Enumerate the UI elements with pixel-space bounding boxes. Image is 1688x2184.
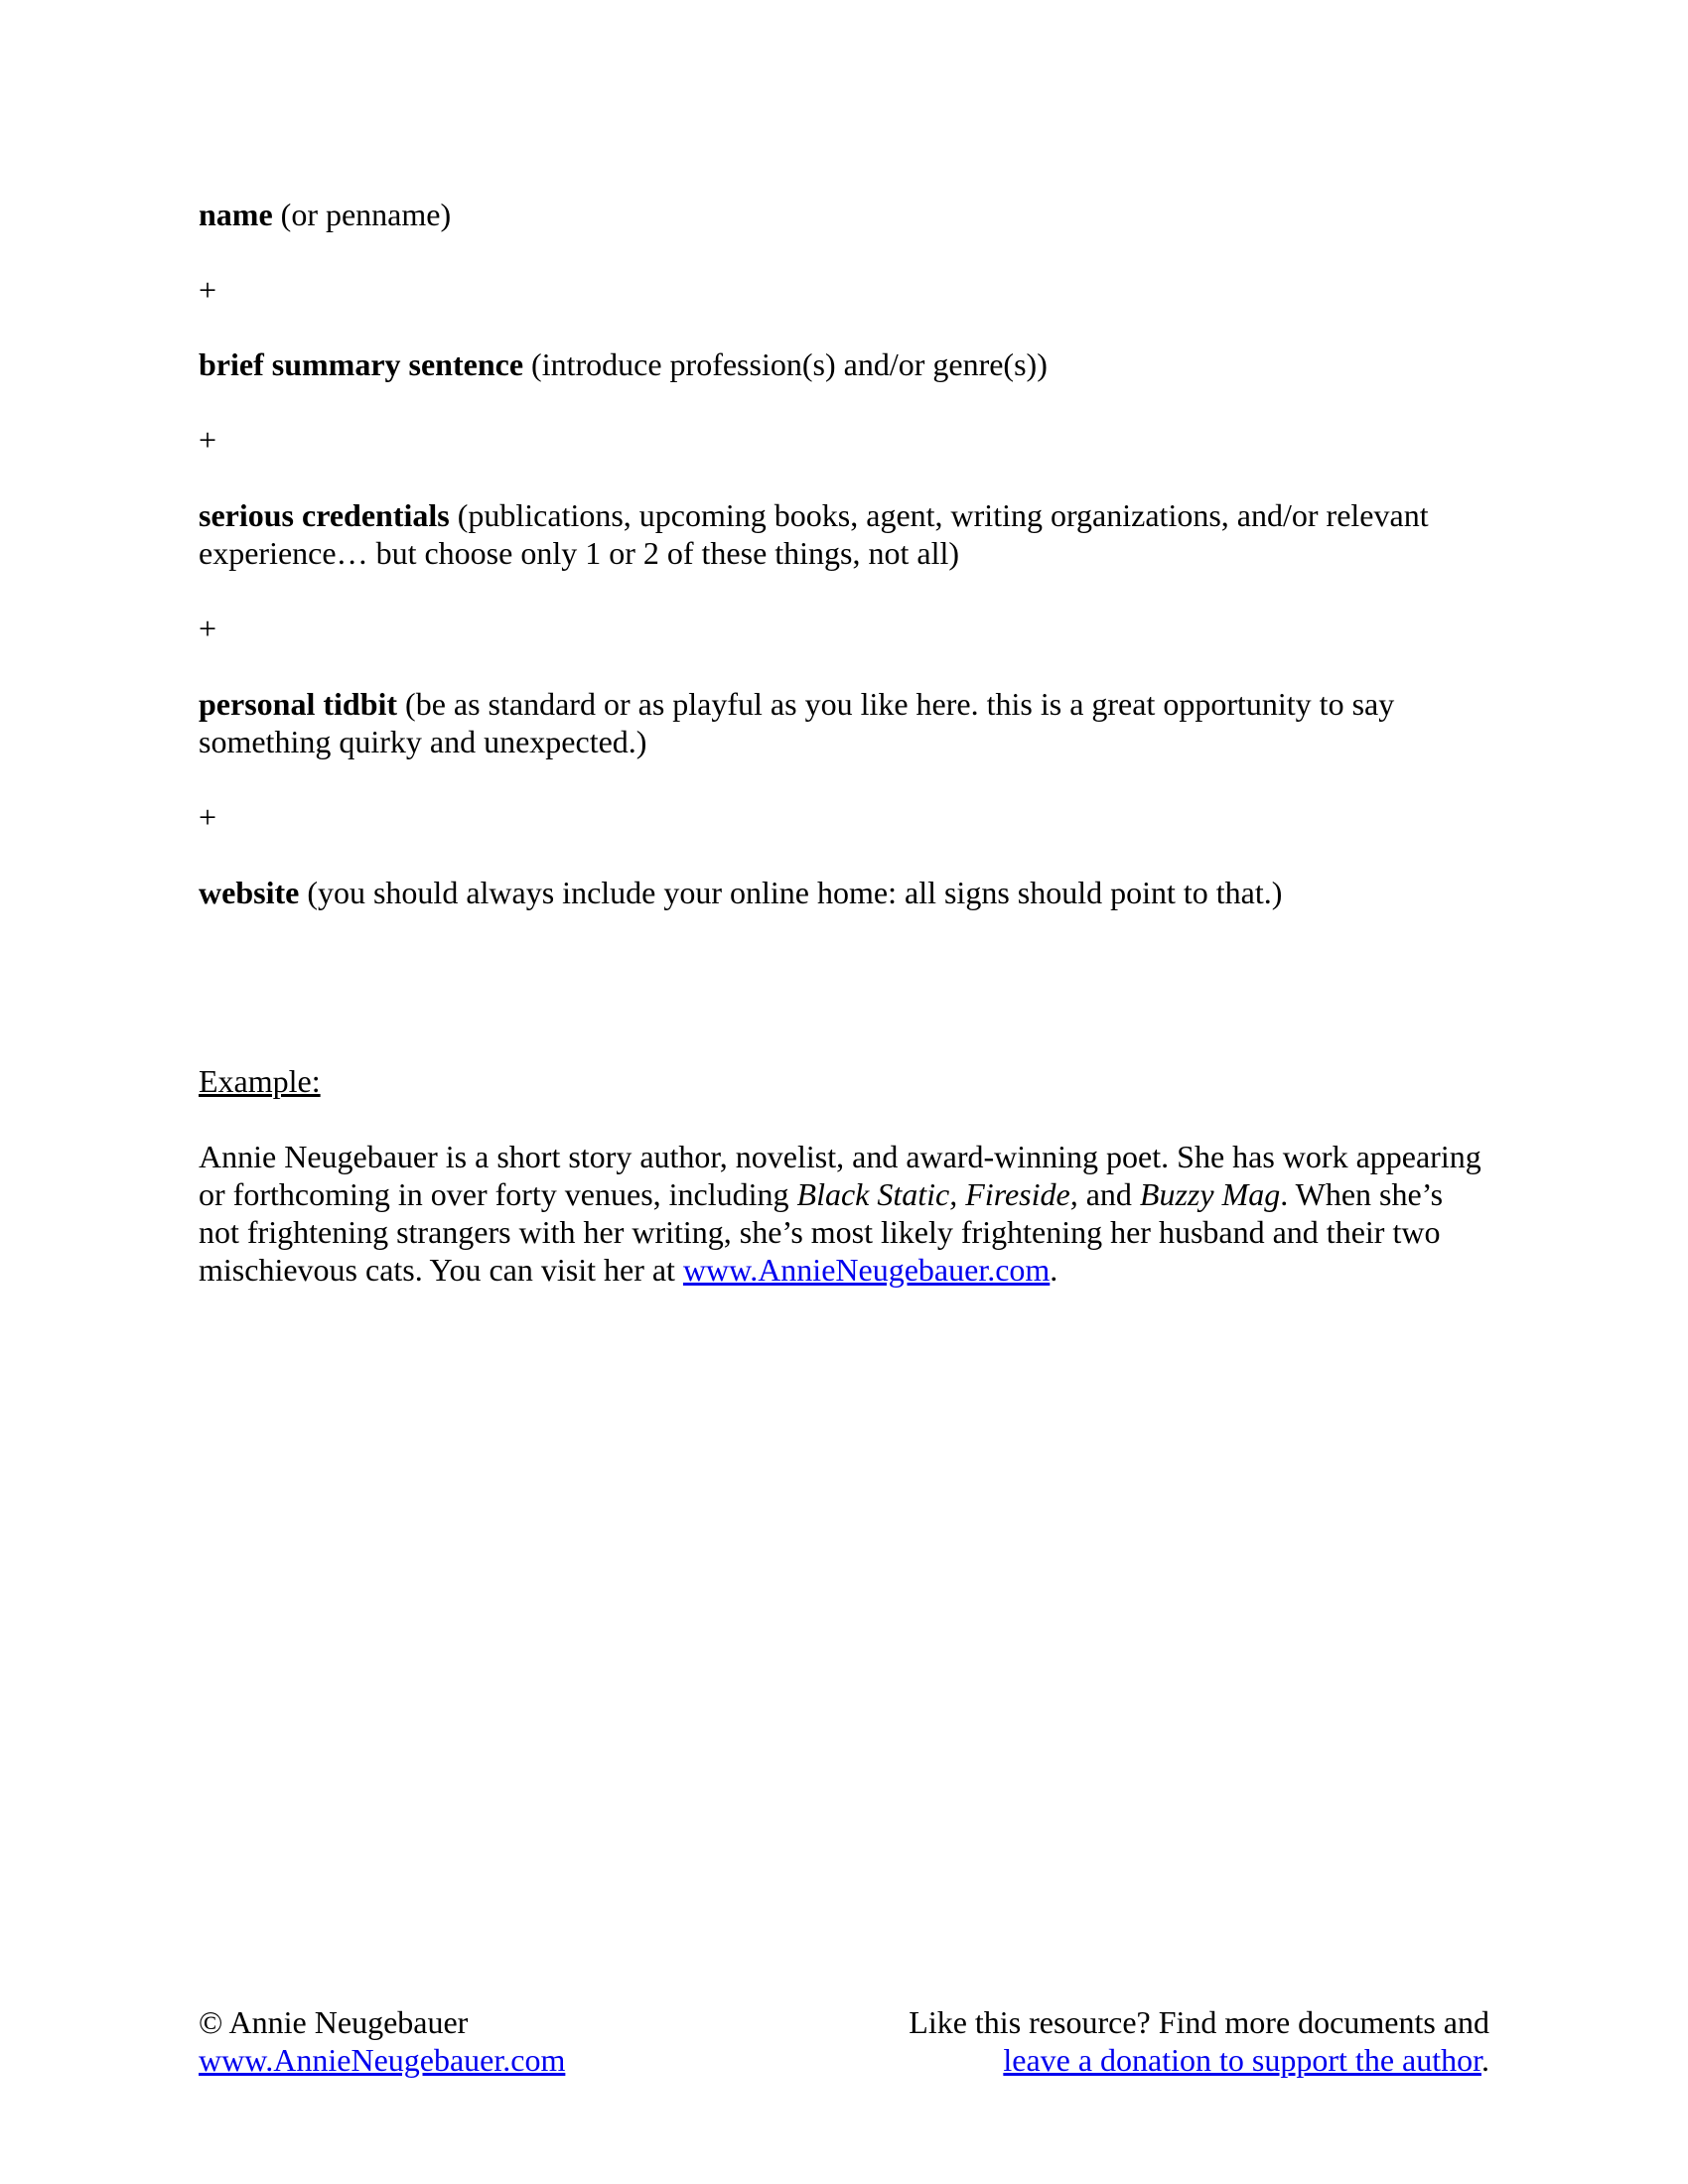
formula-name xyxy=(199,196,1489,233)
formula-note: (be as standard or as playful as you like here. this is a great opportunity to say something quirky and unexpected.) xyxy=(199,686,1395,759)
footer-site-link[interactable]: www.AnnieNeugebauer.com xyxy=(199,2042,566,2078)
formula-tidbit xyxy=(199,685,1489,760)
formula-note: (introduce profession(s) and/or genre(s)) xyxy=(531,346,1048,382)
formula-term: name xyxy=(199,197,273,232)
example-text: . When she’s not frightening strangers with her writing, she’s most likely frightening her husband and their two mischievous cats. You can visit her at xyxy=(199,1176,1444,1288)
formula-note: (publications, upcoming books, agent, writing organizations, and/or relevant experience… but choose only 1 or 2 of these things, not all) xyxy=(199,497,1429,571)
example-heading xyxy=(199,1062,1489,1100)
footer-period: . xyxy=(1481,2042,1489,2078)
footer-left xyxy=(199,2003,565,2079)
example-italic: Black Static, Fireside, xyxy=(796,1176,1078,1212)
formula-term: personal tidbit xyxy=(199,686,398,722)
formula-summary xyxy=(199,345,1489,383)
footer-promo-text: Like this resource? Find more documents and xyxy=(909,2004,1489,2040)
example-italic: Buzzy Mag xyxy=(1139,1176,1281,1212)
formula-term: brief summary sentence xyxy=(199,346,524,382)
formula-term: serious credentials xyxy=(199,497,450,533)
formula-note: (or penname) xyxy=(280,197,452,232)
example-heading-text: Example: xyxy=(199,1063,321,1099)
example-website-link[interactable]: www.AnnieNeugebauer.com xyxy=(682,1252,1051,1288)
plus-separator: + xyxy=(199,422,217,458)
footer-right xyxy=(794,2003,1489,2079)
plus-separator: + xyxy=(199,799,217,835)
formula-website xyxy=(199,874,1489,911)
footer-copyright: © Annie Neugebauer xyxy=(199,2004,469,2040)
example-text: Annie Neugebauer is a short story author, novelist, and award-winning poet. She has work appearing or forthcoming in over forty venues, including xyxy=(199,1139,1481,1212)
example-paragraph xyxy=(199,1138,1489,1289)
formula-credentials xyxy=(199,496,1489,572)
example-text: and xyxy=(1077,1176,1140,1212)
formula-note: (you should always include your online home: all signs should point to that.) xyxy=(307,875,1283,910)
plus-separator: + xyxy=(199,611,217,646)
plus-separator: + xyxy=(199,272,217,308)
example-text: . xyxy=(1050,1252,1058,1288)
formula-term: website xyxy=(199,875,300,910)
donation-link[interactable]: leave a donation to support the author xyxy=(1003,2042,1481,2078)
